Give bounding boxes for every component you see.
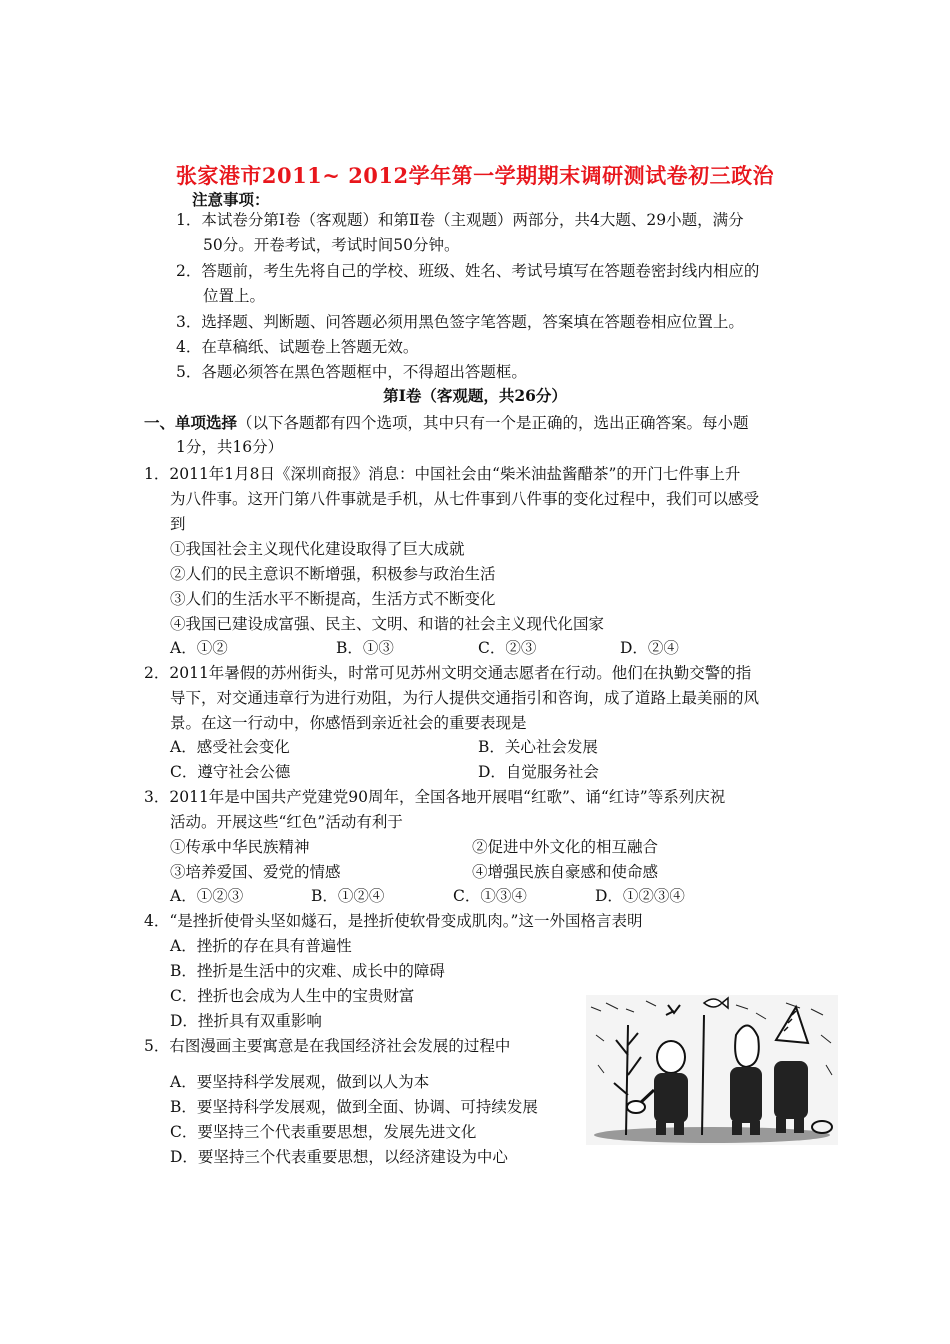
- cartoon-illustration: [586, 995, 838, 1145]
- q5-option-d: D．要坚持三个代表重要思想，以经济建设为中心: [170, 1148, 508, 1166]
- q3-item-3: ③培养爱国、爱党的情感: [170, 863, 341, 881]
- part-text-line2: 1分，共16分）: [176, 438, 284, 456]
- q3-item-2: ②促进中外文化的相互融合: [472, 838, 659, 856]
- q2-line3: 景。在这一行动中，你感悟到亲近社会的重要表现是: [170, 714, 527, 732]
- q2-option-b: B．关心社会发展: [478, 738, 598, 756]
- notice-heading: 注意事项：: [192, 190, 270, 209]
- q1-item-2: ②人们的民主意识不断增强，积极参与政治生活: [170, 565, 496, 583]
- q5-option-c: C．要坚持三个代表重要思想，发展先进文化: [170, 1123, 477, 1141]
- q3-item-1: ①传承中华民族精神: [170, 838, 310, 856]
- q1-line2: 为八件事。这开门第八件事就是手机，从七件事到八件事的变化过程中，我们可以感受: [170, 490, 760, 508]
- q4-option-c: C．挫折也会成为人生中的宝贵财富: [170, 987, 415, 1005]
- q1-item-3: ③人们的生活水平不断提高，生活方式不断变化: [170, 590, 496, 608]
- section-heading: 第Ⅰ卷（客观题，共26分）: [383, 386, 567, 405]
- q3-option-c: C．①③④: [453, 887, 527, 905]
- q2-option-d: D．自觉服务社会: [478, 763, 599, 781]
- q1-option-d: D．②④: [620, 639, 679, 657]
- notice-item-4: 4．在草稿纸、试题卷上答题无效。: [176, 338, 419, 356]
- q3-option-a: A．①②③: [170, 887, 244, 905]
- q1-item-1: ①我国社会主义现代化建设取得了巨大成就: [170, 540, 465, 558]
- notice-item-2-line1: 2．答题前，考生先将自己的学校、班级、姓名、考试号填写在答题卷密封线内相应的: [176, 262, 760, 280]
- q4-option-d: D．挫折具有双重影响: [170, 1012, 322, 1030]
- q2-option-c: C．遵守社会公德: [170, 763, 291, 781]
- q1-line1: 1．2011年1月8日《深圳商报》消息：中国社会由“柴米油盐酱醋茶”的开门七件事上升: [144, 465, 741, 483]
- notice-item-1-line1: 1．本试卷分第Ⅰ卷（客观题）和第Ⅱ卷（主观题）两部分，共4大题、29小题，满分: [176, 211, 744, 229]
- page-title: 张家港市2011~ 2012学年第一学期期末调研测试卷初三政治: [175, 163, 775, 188]
- q1-option-b: B．①③: [336, 639, 394, 657]
- q3-option-d: D．①②③④: [595, 887, 685, 905]
- q5-option-b: B．要坚持科学发展观，做到全面、协调、可持续发展: [170, 1098, 538, 1116]
- q3-line1: 3．2011年是中国共产党建党90周年，全国各地开展唱“红歌”、诵“红诗”等系列庆祝: [144, 788, 726, 806]
- q4-option-a: A．挫折的存在具有普遍性: [170, 937, 352, 955]
- q4-line1: 4．“是挫折使骨头坚如燧石，是挫折使软骨变成肌肉。”这一外国格言表明: [144, 912, 643, 930]
- q1-line3: 到: [170, 515, 186, 533]
- q3-item-4: ④增强民族自豪感和使命感: [472, 863, 659, 881]
- q3-option-b: B．①②④: [311, 887, 385, 905]
- q2-line2: 导下，对交通违章行为进行劝阻，为行人提供交通指引和咨询，成了道路上最美丽的风: [170, 689, 760, 707]
- part-text: （以下各题都有四个选项，其中只有一个是正确的，选出正确答案。每小题: [237, 414, 749, 432]
- q1-option-c: C．②③: [478, 639, 537, 657]
- q4-option-b: B．挫折是生活中的灾难、成长中的障碍: [170, 962, 445, 980]
- part-label: 一、单项选择: [144, 413, 238, 432]
- q1-item-4: ④我国已建设成富强、民主、文明、和谐的社会主义现代化国家: [170, 615, 605, 633]
- q2-option-a: A．感受社会变化: [170, 738, 290, 756]
- notice-item-1-line2: 50分。开卷考试，考试时间50分钟。: [203, 236, 460, 254]
- notice-item-3: 3．选择题、判断题、问答题必须用黑色签字笔答题，答案填在答题卷相应位置上。: [176, 313, 744, 331]
- q5-line1: 5．右图漫画主要寓意是在我国经济社会发展的过程中: [144, 1037, 511, 1055]
- q2-line1: 2．2011年暑假的苏州街头，时常可见苏州文明交通志愿者在行动。他们在执勤交警的指: [144, 664, 752, 682]
- notice-item-5: 5．各题必须答在黑色答题框中，不得超出答题框。: [176, 363, 527, 381]
- cartoon-figure-middle: [730, 1025, 762, 1135]
- q3-line2: 活动。开展这些“红色”活动有利于: [170, 813, 403, 831]
- notice-item-2-line2: 位置上。: [203, 287, 266, 305]
- part-instruction: [144, 410, 749, 436]
- q5-option-a: A．要坚持科学发展观，做到以人为本: [170, 1073, 430, 1091]
- q1-option-a: A．①②: [170, 639, 228, 657]
